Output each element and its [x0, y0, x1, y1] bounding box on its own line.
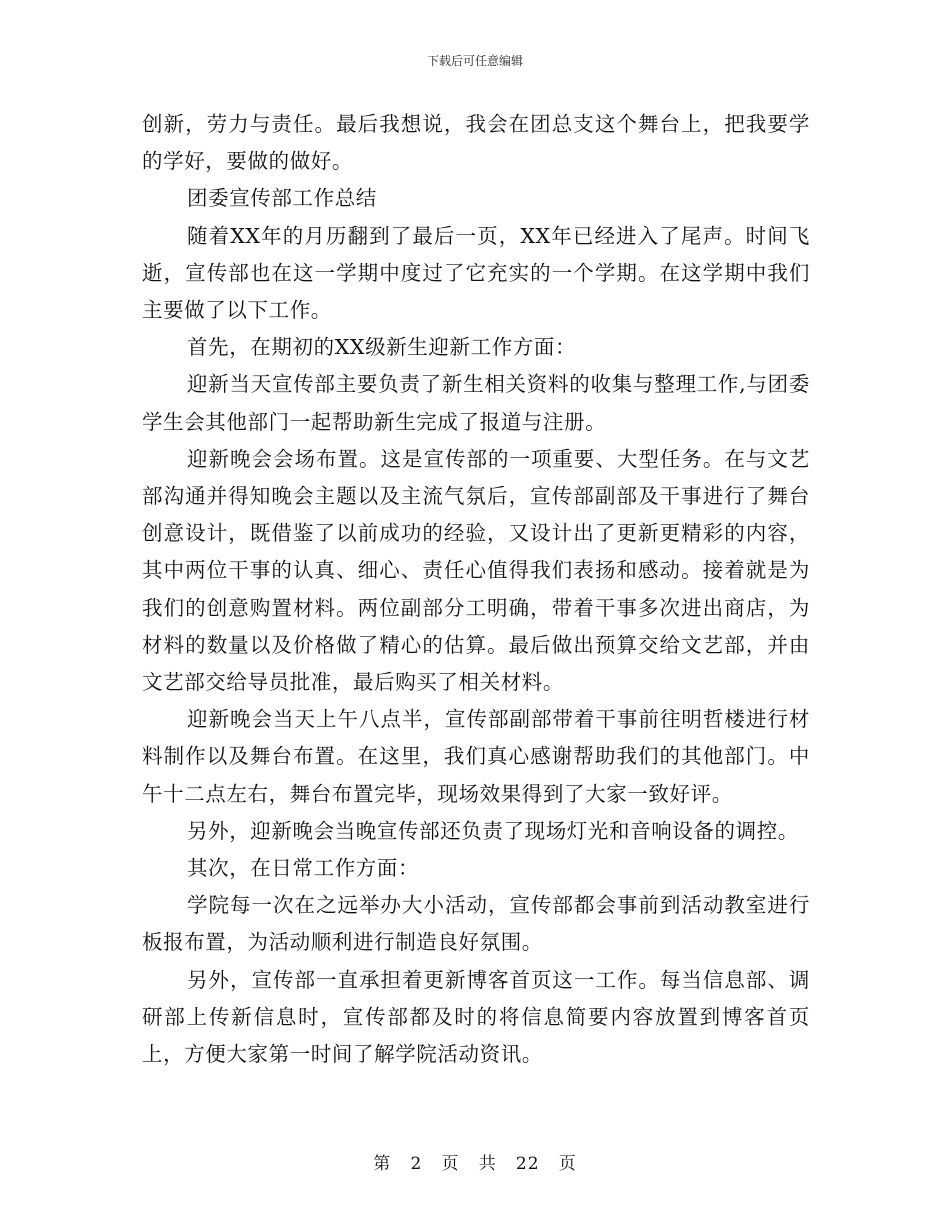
- paragraph: 另外，迎新晚会当晚宣传部还负责了现场灯光和音响设备的调控。: [187, 818, 799, 843]
- footer-label-page: 第: [373, 1154, 392, 1174]
- paragraph: 学院每一次在之远举办大小活动，宣传部都会事前到活动教室进行板报布置，为活动顺利进行制造良好氛围。: [142, 893, 810, 955]
- paragraph: 另外，宣传部一直承担着更新博客首页这一工作。每当信息部、调研部上传新信息时，宣传部都及时的将信息简要内容放置到博客首页上，方便大家第一时间了解学院活动资讯。: [142, 967, 810, 1067]
- footer-label-unit-end: 页: [558, 1154, 577, 1174]
- paragraph: 迎新晚会会场布置。这是宣传部的一项重要、大型任务。在与文艺部沟通并得知晚会主题以及主流气氛后，宣传部副部及干事进行了舞台创意设计，既借鉴了以前成功的经验，又设计出了更新更精彩的内容，其中两位干事的认真、细心、责任心值得我们表扬和感动。接着就是为我们的创意购置材料。两位副部分工明确，带着干事多次进出商店，为材料的数量以及价格做了精心的估算。最后做出预算交给文艺部，并由文艺部交给导员批准，最后购买了相关材料。: [142, 446, 810, 695]
- page-footer: [0, 1152, 950, 1176]
- document-body: [142, 106, 810, 1073]
- paragraph: 其次，在日常工作方面：: [187, 856, 420, 881]
- page-header: [0, 53, 950, 69]
- paragraph: 首先，在期初的XX级新生迎新工作方面：: [187, 335, 577, 360]
- footer-total-pages: 22: [515, 1154, 540, 1174]
- section-title: 团委宣传部工作总结: [187, 186, 377, 211]
- footer-label-total: 共: [478, 1154, 497, 1174]
- paragraph: 创新，劳力与责任。最后我想说，我会在团总支这个舞台上，把我要学的学好，要做的做好。: [142, 112, 810, 174]
- paragraph: 迎新当天宣传部主要负责了新生相关资料的收集与整理工作,与团委学生会其他部门一起帮助新生完成了报道与注册。: [142, 372, 810, 434]
- header-text: 下载后可任意编辑: [426, 54, 523, 68]
- paragraph: 迎新晚会当天上午八点半，宣传部副部带着干事前往明哲楼进行材料制作以及舞台布置。在这里，我们真心感谢帮助我们的其他部门。中午十二点左右，舞台布置完毕，现场效果得到了大家一致好评。: [142, 707, 810, 806]
- paragraph: 随着XX年的月历翻到了最后一页，XX年已经进入了尾声。时间飞逝，宣传部也在这一学期中度过了它充实的一个学期。在这学期中我们主要做了以下工作。: [142, 223, 810, 323]
- footer-label-unit: 页: [441, 1154, 460, 1174]
- footer-current-page: 2: [410, 1154, 423, 1174]
